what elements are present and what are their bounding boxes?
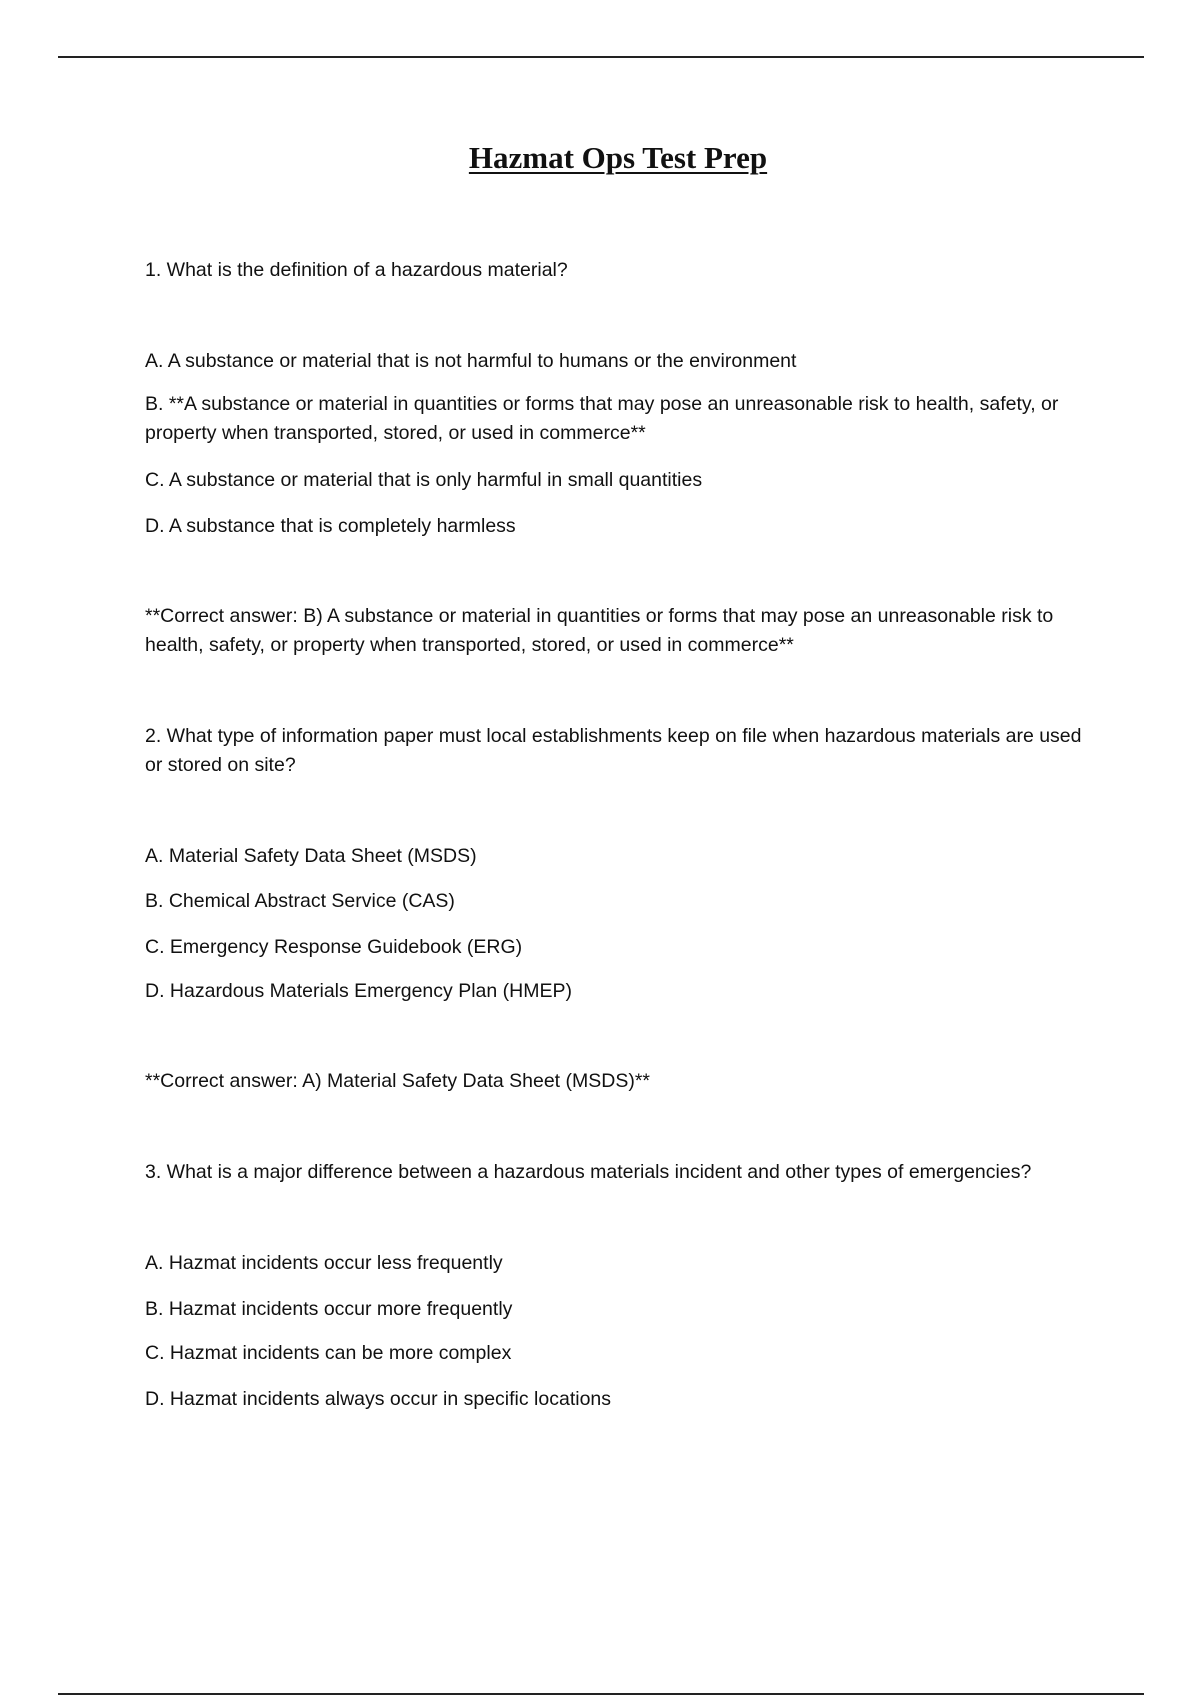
q2-option-a: A. Material Safety Data Sheet (MSDS) [145,845,477,867]
q3-option-c: C. Hazmat incidents can be more complex [145,1342,512,1364]
question-2: 2. What type of information paper must local establishments keep on file when hazardous materials are used or stored on site? [145,725,1082,776]
q1-option-a: A. A substance or material that is not harmful to humans or the environment [145,350,797,372]
top-rule [58,56,1144,58]
q3-option-d: D. Hazmat incidents always occur in specific locations [145,1388,612,1410]
q2-option-d: D. Hazardous Materials Emergency Plan (HMEP) [145,980,572,1002]
q3-option-a: A. Hazmat incidents occur less frequently [145,1252,503,1274]
document-title [0,140,1200,176]
q1-option-c: C. A substance or material that is only harmful in small quantities [145,469,703,491]
q3-option-b: B. Hazmat incidents occur more frequently [145,1298,513,1320]
q1-option-b: B. **A substance or material in quantities or forms that may pose an unreasonable risk to health, safety, or property when transported, stored, or used in commerce** [145,393,1059,444]
q1-correct-answer: **Correct answer: B) A substance or material in quantities or forms that may pose an unreasonable risk to health, safety, or property when transported, stored, or used in commerce** [145,605,1054,656]
question-1: 1. What is the definition of a hazardous material? [145,259,568,281]
bottom-rule [58,1693,1144,1695]
q2-option-c: C. Emergency Response Guidebook (ERG) [145,936,523,958]
q2-option-b: B. Chemical Abstract Service (CAS) [145,890,455,912]
q1-option-d: D. A substance that is completely harmless [145,515,516,537]
document-title-text: Hazmat Ops Test Prep [468,140,768,175]
question-3: 3. What is a major difference between a hazardous materials incident and other types of emergencies? [145,1161,1032,1183]
q2-correct-answer: **Correct answer: A) Material Safety Data Sheet (MSDS)** [145,1070,651,1092]
